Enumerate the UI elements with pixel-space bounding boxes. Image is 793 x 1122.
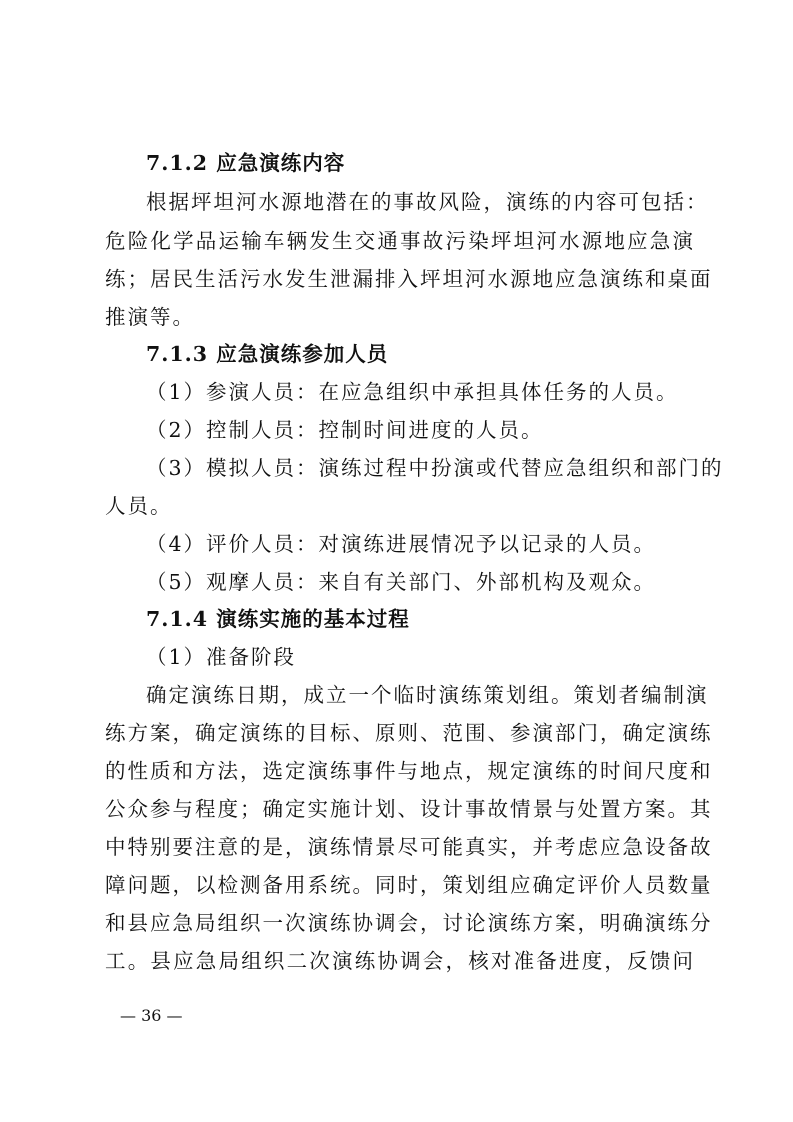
paragraph-line: 公众参与程度；确定实施计划、设计事故情景与处置方案。其 xyxy=(105,797,713,821)
section-heading-7-1-3: 7.1.3 应急演练参加人员 xyxy=(146,342,389,366)
paragraph-line: 确定演练日期，成立一个临时演练策划组。策划者编制演 xyxy=(146,683,709,707)
page-number: — 36 — xyxy=(120,1006,183,1025)
list-item-continuation: 人员。 xyxy=(105,494,173,518)
paragraph-line: 练；居民生活污水发生泄漏排入坪坦河水源地应急演练和桌面 xyxy=(105,267,713,291)
paragraph-line: 的性质和方法，选定演练事件与地点，规定演练的时间尺度和 xyxy=(105,759,713,783)
list-item: （2）控制人员：控制时间进度的人员。 xyxy=(146,418,544,442)
section-heading-7-1-2: 7.1.2 应急演练内容 xyxy=(146,151,346,175)
stage-label: （1）准备阶段 xyxy=(146,645,297,669)
paragraph-line: 中特别要注意的是，演练情景尽可能真实，并考虑应急设备故 xyxy=(105,835,713,859)
list-item: （4）评价人员：对演练进展情况予以记录的人员。 xyxy=(146,532,657,556)
paragraph-line: 根据坪坦河水源地潜在的事故风险，演练的内容可包括： xyxy=(146,190,709,214)
paragraph-line: 推演等。 xyxy=(105,305,195,329)
paragraph-line: 工。县应急局组织二次演练协调会，核对准备进度，反馈问 xyxy=(105,949,695,973)
paragraph-line: 危险化学品运输车辆发生交通事故污染坪坦河水源地应急演 xyxy=(105,229,695,253)
paragraph-line: 练方案，确定演练的目标、原则、范围、参演部门，确定演练 xyxy=(105,721,713,745)
list-item: （1）参演人员：在应急组织中承担具体任务的人员。 xyxy=(146,380,679,404)
paragraph-line: 障问题，以检测备用系统。同时，策划组应确定评价人员数量 xyxy=(105,873,713,897)
list-item: （3）模拟人员：演练过程中扮演或代替应急组织和部门的 xyxy=(146,456,724,480)
section-heading-7-1-4: 7.1.4 演练实施的基本过程 xyxy=(146,607,410,631)
paragraph-line: 和县应急局组织一次演练协调会，讨论演练方案，明确演练分 xyxy=(105,911,713,935)
list-item: （5）观摩人员：来自有关部门、外部机构及观众。 xyxy=(146,570,657,594)
